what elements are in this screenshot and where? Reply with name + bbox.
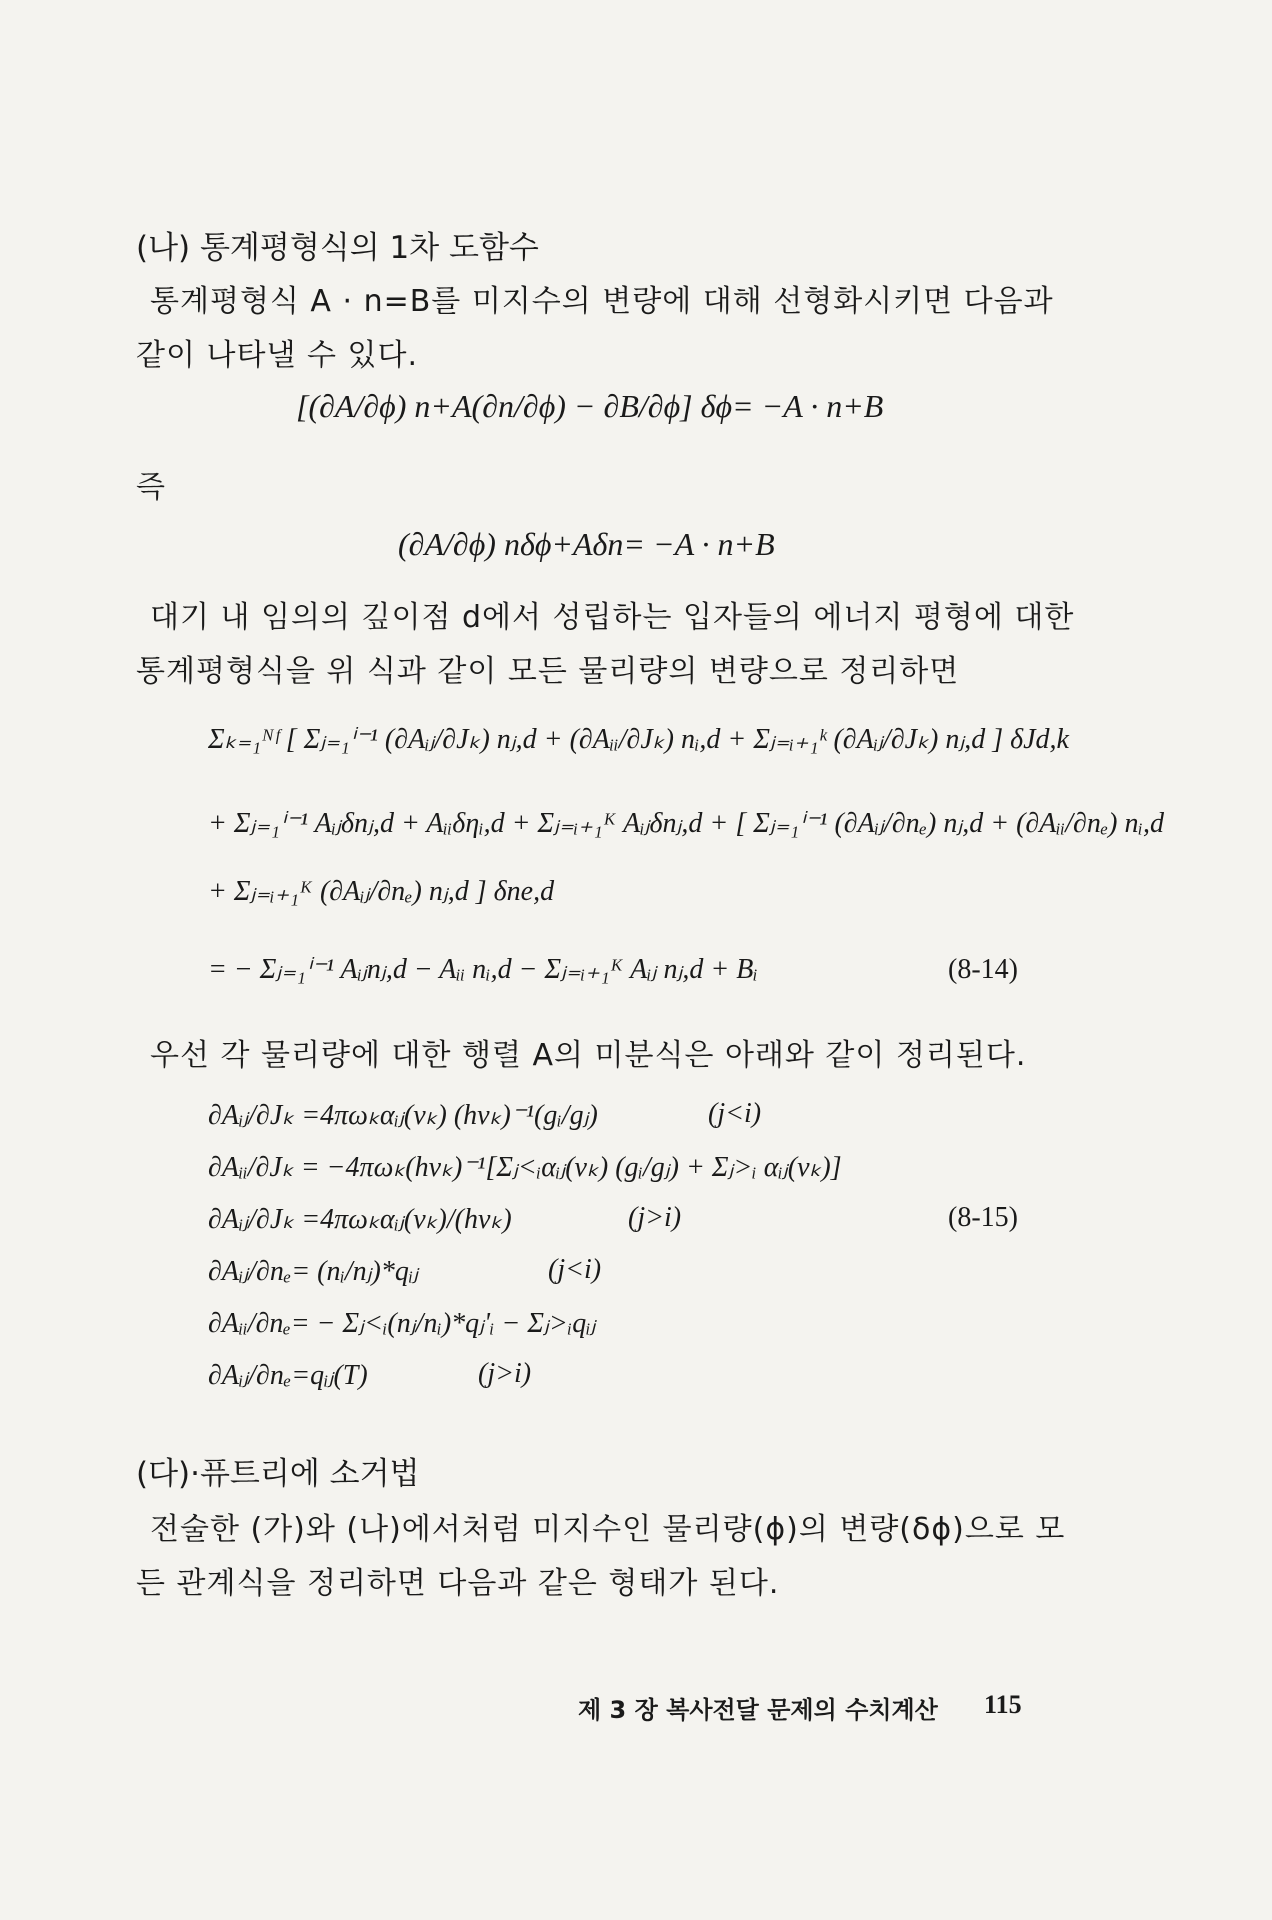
- paragraph-line: 전술한 (가)와 (나)에서처럼 미지수인 물리량(ϕ)의 변량(δϕ)으로 모: [150, 1512, 1066, 1547]
- equation-number: (8-15): [948, 1202, 1018, 1233]
- equation-8-14-line: + Σⱼ₌ᵢ₊₁ᴷ (∂Aᵢⱼ/∂nₑ) nⱼ,d ] δne,d: [208, 876, 555, 907]
- derivative-line: ∂Aᵢᵢ/∂nₑ= − Σⱼ<ᵢ(nⱼ/nᵢ)*qⱼ'ᵢ − Σⱼ>ᵢqᵢⱼ: [208, 1308, 596, 1339]
- paragraph-line: 우선 각 물리량에 대한 행렬 A의 미분식은 아래와 같이 정리된다.: [150, 1038, 1027, 1073]
- derivative-line: ∂Aᵢᵢ/∂Jₖ = −4πωₖ(hνₖ)⁻¹[Σⱼ<ᵢαᵢⱼ(νₖ) (gᵢ/gⱼ) + Σⱼ>ᵢ αᵢⱼ(νₖ)]: [208, 1152, 842, 1183]
- paragraph-line: 같이 나타낼 수 있다.: [136, 338, 418, 373]
- equation-number: (8-14): [948, 954, 1018, 985]
- paragraph-line: 통계평형식을 위 식과 같이 모든 물리량의 변량으로 정리하면: [136, 654, 960, 689]
- paragraph-line: 대기 내 임의의 깊이점 d에서 성립하는 입자들의 에너지 평형에 대한: [150, 600, 1075, 635]
- derivative-line: ∂Aᵢⱼ/∂Jₖ =4πωₖαᵢⱼ(νₖ)/(hνₖ): [208, 1204, 512, 1235]
- derivative-condition: (j<i): [708, 1098, 762, 1129]
- derivative-condition: (j<i): [548, 1254, 602, 1285]
- derivative-condition: (j>i): [478, 1358, 532, 1389]
- derivative-line: ∂Aᵢⱼ/∂nₑ= (nᵢ/nⱼ)*qᵢⱼ: [208, 1256, 419, 1287]
- derivative-condition: (j>i): [628, 1202, 682, 1233]
- derivative-line: ∂Aᵢⱼ/∂Jₖ =4πωₖαᵢⱼ(νₖ) (hνₖ)⁻¹(gᵢ/gⱼ): [208, 1100, 598, 1131]
- equation-compact: (∂A/∂ϕ) nδϕ+Aδn= −A · n+B: [398, 526, 775, 562]
- derivative-line: ∂Aᵢⱼ/∂nₑ=qᵢⱼ(T): [208, 1360, 368, 1391]
- equation-linearized: [(∂A/∂ϕ) n+A(∂n/∂ϕ) − ∂B/∂ϕ] δϕ= −A · n+B: [296, 388, 884, 424]
- page-number: 115: [984, 1690, 1022, 1719]
- equation-8-14-line: = − Σⱼ₌₁ⁱ⁻¹ Aᵢⱼnⱼ,d − Aᵢᵢ nᵢ,d − Σⱼ₌ᵢ₊₁ᴷ Aᵢⱼ nⱼ,d + Bᵢ: [208, 954, 758, 985]
- paragraph-line: 통계평형식 A · n=B를 미지수의 변량에 대해 선형화시키면 다음과: [150, 284, 1054, 319]
- paragraph-line: 든 관계식을 정리하면 다음과 같은 형태가 된다.: [136, 1566, 780, 1601]
- equation-8-14-line: + Σⱼ₌₁ⁱ⁻¹ Aᵢⱼδnⱼ,d + Aᵢᵢδηᵢ,d + Σⱼ₌ᵢ₊₁ᴷ Aᵢⱼδnⱼ,d + [ Σⱼ₌₁ⁱ⁻¹ (∂Aᵢⱼ/∂nₑ) nⱼ,d + (∂Aᵢᵢ/∂nₑ) nᵢ,d: [208, 808, 1164, 839]
- word-jeuk: 즉: [136, 470, 166, 505]
- section-heading-da: (다)·퓨트리에 소거법: [136, 1456, 420, 1492]
- equation-8-14-line: Σₖ₌₁ᴺᶠ [ Σⱼ₌₁ⁱ⁻¹ (∂Aᵢⱼ/∂Jₖ) nⱼ,d + (∂Aᵢᵢ/∂Jₖ) nᵢ,d + Σⱼ₌ᵢ₊₁ᵏ (∂Aᵢⱼ/∂Jₖ) nⱼ,d ] δJd,k: [208, 724, 1069, 755]
- section-heading-na: (나) 통계평형식의 1차 도함수: [136, 230, 539, 266]
- running-footer-chapter: 제 3 장 복사전달 문제의 수치계산: [578, 1696, 938, 1724]
